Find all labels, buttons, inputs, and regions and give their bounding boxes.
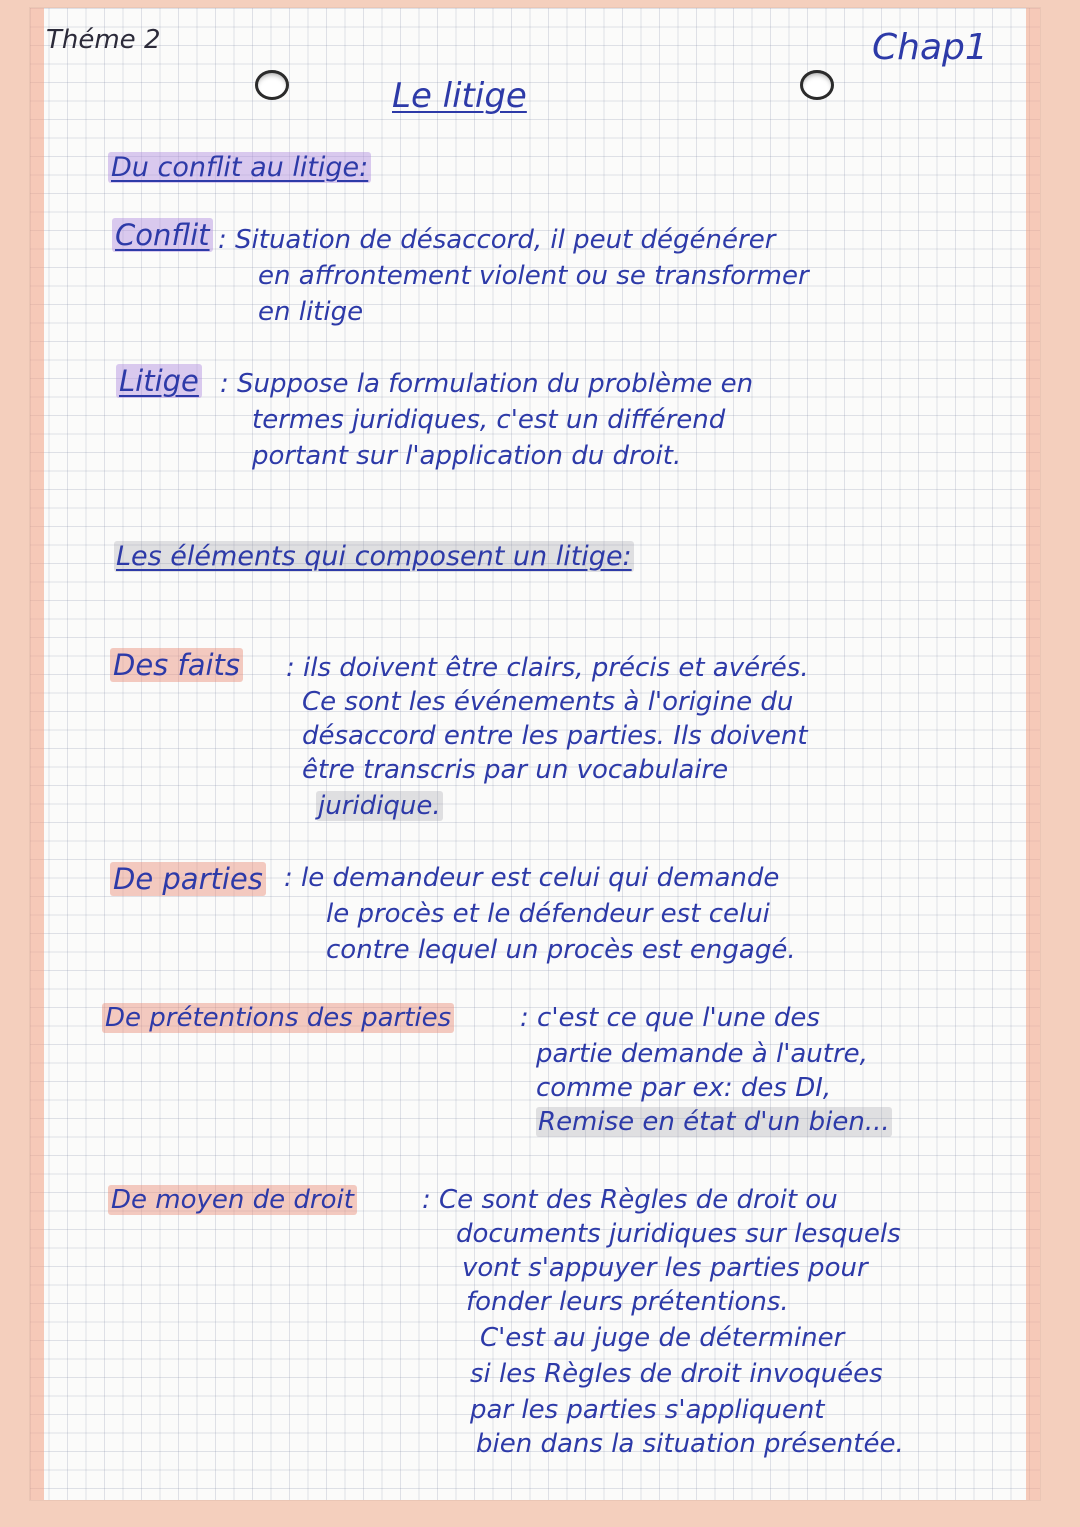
term-litige bbox=[116, 366, 202, 398]
pretentions-line-3: comme par ex: des DI, bbox=[536, 1073, 832, 1103]
term-parties-text: De parties bbox=[110, 862, 266, 896]
faits-line-1: : ils doivent être clairs, précis et avérés. bbox=[286, 653, 809, 683]
moyen-line-2: documents juridiques sur lesquels bbox=[456, 1219, 901, 1249]
left-margin-band bbox=[30, 8, 44, 1500]
faits-line-5 bbox=[316, 792, 443, 821]
term-litige-text: Litige bbox=[116, 364, 202, 398]
faits-line-4: être transcris par un vocabulaire bbox=[302, 755, 729, 785]
section1-heading-text: Du conflit au litige: bbox=[108, 152, 371, 183]
term-moyen-de-droit bbox=[108, 1186, 357, 1215]
section2-heading-text: Les éléments qui composent un litige: bbox=[116, 541, 632, 572]
page-title bbox=[392, 78, 527, 115]
moyen-line-1: : Ce sont des Règles de droit ou bbox=[422, 1185, 838, 1215]
conflit-line-1: : Situation de désaccord, il peut dégénérer bbox=[218, 225, 776, 255]
section2-heading bbox=[114, 542, 634, 572]
term-pretentions bbox=[102, 1004, 454, 1033]
section1-heading bbox=[108, 153, 371, 183]
grid-paper bbox=[30, 8, 1040, 1500]
pretentions-line-2: partie demande à l'autre, bbox=[536, 1039, 868, 1069]
moyen-line-3: vont s'appuyer les parties pour bbox=[462, 1253, 868, 1283]
theme-label: Théme 2 bbox=[46, 25, 161, 55]
moyen-line-4: fonder leurs prétentions. bbox=[466, 1287, 789, 1317]
punch-hole-right bbox=[800, 70, 834, 100]
parties-line-2: le procès et le défendeur est celui bbox=[326, 899, 770, 929]
punch-hole-left bbox=[255, 70, 289, 100]
conflit-line-2: en affrontement violent ou se transformer bbox=[258, 261, 809, 291]
chapter-label: Chap1 bbox=[872, 27, 988, 68]
parties-line-1: : le demandeur est celui qui demande bbox=[284, 863, 780, 893]
term-faits-text: Des faits bbox=[110, 648, 243, 682]
right-margin-band bbox=[1026, 8, 1040, 1500]
term-conflit bbox=[112, 220, 213, 252]
faits-line-5-text: juridique. bbox=[318, 791, 441, 821]
term-pretentions-text: De prétentions des parties bbox=[102, 1003, 454, 1033]
litige-line-2: termes juridiques, c'est un différend bbox=[252, 405, 726, 435]
litige-line-1: : Suppose la formulation du problème en bbox=[220, 369, 754, 399]
litige-line-3: portant sur l'application du droit. bbox=[252, 441, 682, 471]
moyen-line-7: par les parties s'appliquent bbox=[470, 1395, 825, 1425]
parties-line-3: contre lequel un procès est engagé. bbox=[326, 935, 796, 965]
term-parties bbox=[110, 864, 266, 896]
faits-line-3: désaccord entre les parties. Ils doivent bbox=[302, 721, 808, 751]
moyen-line-5: C'est au juge de déterminer bbox=[480, 1323, 845, 1353]
page-title-text: Le litige bbox=[392, 76, 527, 116]
faits-line-2: Ce sont les événements à l'origine du bbox=[302, 687, 794, 717]
pretentions-line-4-text: Remise en état d'un bien... bbox=[538, 1107, 890, 1137]
term-faits bbox=[110, 650, 243, 682]
moyen-line-6: si les Règles de droit invoquées bbox=[470, 1359, 883, 1389]
moyen-line-8: bien dans la situation présentée. bbox=[476, 1429, 904, 1459]
term-moyen-text: De moyen de droit bbox=[108, 1185, 357, 1215]
term-conflit-text: Conflit bbox=[112, 218, 213, 252]
pretentions-line-4 bbox=[536, 1108, 892, 1137]
pretentions-line-1: : c'est ce que l'une des bbox=[520, 1003, 820, 1033]
conflit-line-3: en litige bbox=[258, 297, 364, 327]
